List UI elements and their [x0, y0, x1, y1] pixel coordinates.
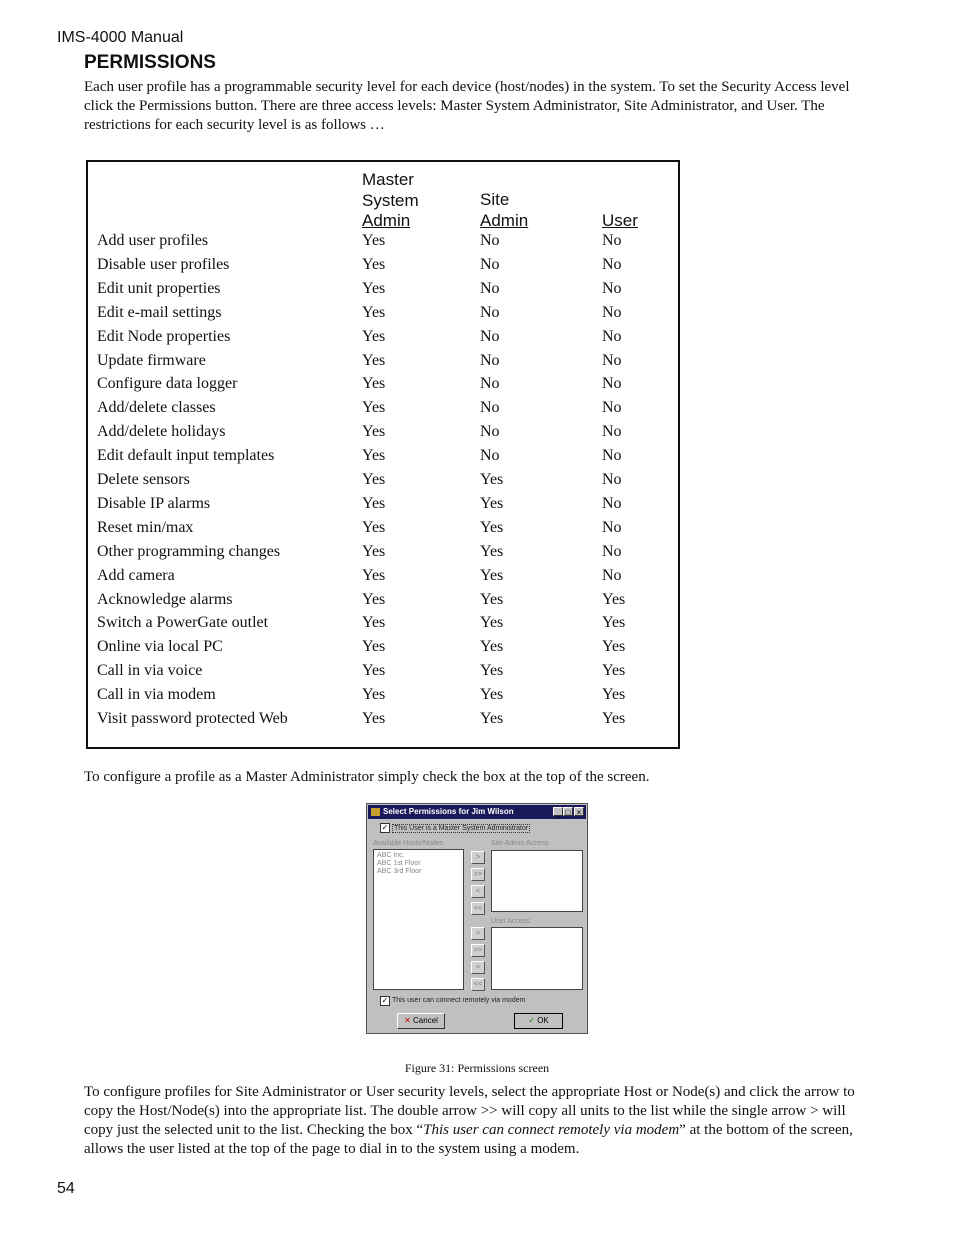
minimize-icon[interactable]: _: [553, 807, 563, 816]
cell-site: Yes: [480, 471, 504, 488]
cell-label: Reset min/max: [97, 518, 194, 536]
cell-site: No: [480, 303, 500, 321]
cell-master: Yes: [362, 590, 386, 608]
cell-user: No: [602, 494, 622, 512]
cell-user: No: [602, 399, 622, 417]
cell-site: No: [480, 351, 500, 369]
cell-master: Yes: [362, 351, 386, 369]
ok-check-icon: ✓: [528, 1016, 535, 1025]
cell-user: No: [602, 279, 622, 297]
cell-user: Yes: [602, 590, 626, 608]
section-title: PERMISSIONS: [84, 52, 216, 73]
table-row: [88, 256, 678, 280]
cancel-x-icon: ✕: [404, 1016, 411, 1025]
cell-user: Yes: [602, 686, 626, 704]
modem-checkbox-label: This user can connect remotely via modem: [392, 997, 526, 1004]
cell-site: No: [480, 327, 500, 345]
cell-site: Yes: [480, 542, 504, 560]
table-row: [88, 280, 678, 304]
permissions-dialog: [366, 803, 588, 1034]
cell-label: Call in via voice: [97, 662, 203, 680]
table-row: [88, 495, 678, 519]
cell-master: Yes: [362, 566, 386, 584]
cell-site: Yes: [480, 566, 504, 584]
cell-label: Acknowledge alarms: [97, 590, 233, 608]
available-hosts-label: Available Hosts/Nodes: [373, 840, 444, 847]
table-row: [88, 686, 678, 710]
cell-master: Yes: [362, 423, 386, 441]
cell-user: No: [602, 447, 622, 465]
cell-label: Configure data logger: [97, 375, 238, 393]
cell-user: No: [602, 351, 622, 369]
transfer-arrow-button[interactable]: <: [471, 961, 485, 974]
table-row: [88, 399, 678, 423]
cell-master: Yes: [362, 255, 386, 273]
cell-label: Add user profiles: [97, 232, 209, 249]
cell-site: Yes: [480, 710, 504, 727]
cell-user: No: [602, 566, 622, 584]
table-row: [88, 471, 678, 495]
cell-master: Yes: [362, 614, 386, 632]
cell-site: No: [480, 279, 500, 297]
cell-label: Edit unit properties: [97, 279, 221, 297]
cell-master: Yes: [362, 447, 386, 465]
site-user-config-paragraph: To configure profiles for Site Administrator or User security levels, select the appropriate Host or Node(s) and click the arrow to copy the Host/Node(s) into the appropriate list. The double arrow >> will copy all units to the list while the single arrow > will copy just the selected unit to the list. Checking the box “This user can connect remotely via modem” at the bottom of the screen, allows the user listed at the top of the page to dial in to the system using a modem.: [84, 1084, 855, 1157]
list-item[interactable]: ABC 1st Floor: [377, 860, 421, 867]
app-icon: [371, 808, 380, 816]
cell-site: No: [480, 399, 500, 417]
cell-user: No: [602, 327, 622, 345]
cell-master: Yes: [362, 232, 386, 249]
master-admin-checkbox-label: This User is a Master System Administrator: [394, 825, 529, 832]
cell-user: Yes: [602, 638, 626, 656]
cell-label: Switch a PowerGate outlet: [97, 614, 269, 632]
cell-master: Yes: [362, 542, 386, 560]
table-row: [88, 519, 678, 543]
cell-master: Yes: [362, 662, 386, 680]
table-row: [88, 638, 678, 662]
cell-user: No: [602, 542, 622, 560]
cancel-button[interactable]: ✕ Cancel: [397, 1013, 445, 1029]
transfer-arrow-button[interactable]: <: [471, 885, 485, 898]
user-access-label: User Access: [491, 918, 530, 925]
cell-label: Call in via modem: [97, 686, 216, 704]
cell-user: No: [602, 471, 622, 488]
table-row: [88, 328, 678, 352]
cell-master: Yes: [362, 375, 386, 393]
cell-master: Yes: [362, 494, 386, 512]
col-header-master: Master System Admin: [362, 170, 419, 230]
cell-site: No: [480, 255, 500, 273]
transfer-arrow-button[interactable]: >: [471, 927, 485, 940]
cell-site: Yes: [480, 662, 504, 680]
master-admin-note: To configure a profile as a Master Administrator simply check the box at the top of the screen.: [84, 769, 650, 785]
cell-site: No: [480, 232, 500, 249]
cell-user: No: [602, 232, 622, 249]
cell-user: No: [602, 375, 622, 393]
cell-user: Yes: [602, 614, 626, 632]
close-icon[interactable]: ×: [574, 807, 584, 816]
permissions-table: [86, 160, 680, 749]
table-row: [88, 543, 678, 567]
running-header: IMS-4000 Manual: [57, 29, 184, 46]
cell-label: Disable IP alarms: [97, 494, 211, 512]
cell-label: Add/delete holidays: [97, 423, 226, 441]
cell-user: No: [602, 423, 622, 441]
modem-checkbox[interactable]: ✓: [381, 996, 389, 1005]
table-row: [88, 662, 678, 686]
cell-label: Online via local PC: [97, 638, 223, 656]
site-admin-access-label: Site Admin Access: [491, 840, 549, 847]
transfer-arrow-button[interactable]: >: [471, 851, 485, 864]
cell-label: Disable user profiles: [97, 255, 230, 273]
cell-user: Yes: [602, 710, 626, 727]
table-row: [88, 232, 678, 256]
cell-site: Yes: [480, 686, 504, 704]
cell-label: Delete sensors: [97, 471, 190, 488]
cell-label: Add camera: [97, 566, 175, 584]
cell-site: Yes: [480, 494, 504, 512]
table-row: [88, 352, 678, 376]
cell-user: No: [602, 518, 622, 536]
site-admin-access-list[interactable]: [491, 850, 583, 912]
cell-master: Yes: [362, 518, 386, 536]
cell-site: No: [480, 447, 500, 465]
cell-master: Yes: [362, 638, 386, 656]
dialog-titlebar: [368, 805, 586, 819]
cell-site: No: [480, 423, 500, 441]
cell-site: Yes: [480, 638, 504, 656]
table-row: [88, 614, 678, 638]
cell-label: Add/delete classes: [97, 399, 216, 417]
table-row: [88, 567, 678, 591]
transfer-arrow-button[interactable]: <<: [471, 902, 485, 915]
cell-site: No: [480, 375, 500, 393]
page-number: 54: [57, 1180, 75, 1197]
figure-caption: Figure 31: Permissions screen: [404, 1061, 550, 1075]
cell-site: Yes: [480, 614, 504, 632]
cell-label: Update firmware: [97, 351, 206, 369]
intro-paragraph: Each user profile has a programmable security level for each device (host/nodes) in the system. To set the Security Access level click the Permissions button. There are three access levels: Master System Administrator, Site Administrator, and User. The restrictions for each security level is as follows …: [84, 79, 850, 133]
user-access-list[interactable]: [491, 927, 583, 990]
ok-button[interactable]: ✓ OK: [514, 1013, 563, 1029]
list-item[interactable]: ABC 3rd Floor: [377, 868, 422, 875]
available-hosts-list[interactable]: [373, 849, 464, 990]
table-row: [88, 375, 678, 399]
cell-label: Edit e-mail settings: [97, 303, 222, 321]
cell-master: Yes: [362, 710, 386, 727]
col-header-user: User: [602, 211, 638, 230]
cell-label: Other programming changes: [97, 542, 281, 560]
cell-label: Visit password protected Web: [97, 710, 288, 727]
table-row: [88, 423, 678, 447]
cell-user: No: [602, 303, 622, 321]
maximize-icon[interactable]: □: [563, 807, 573, 816]
cell-user: Yes: [602, 662, 626, 680]
cell-user: No: [602, 255, 622, 273]
transfer-arrow-button[interactable]: <<: [471, 978, 485, 991]
cell-master: Yes: [362, 279, 386, 297]
dialog-title: Select Permissions for Jim Wilson: [383, 807, 514, 816]
cell-site: Yes: [480, 518, 504, 536]
cell-master: Yes: [362, 471, 386, 488]
cell-label: Edit default input templates: [97, 447, 275, 465]
cell-master: Yes: [362, 303, 386, 321]
cell-master: Yes: [362, 399, 386, 417]
list-item[interactable]: ABC Inc.: [377, 852, 405, 859]
table-row: [88, 591, 678, 615]
master-admin-checkbox[interactable]: ✓: [381, 823, 389, 832]
table-row: [88, 447, 678, 471]
table-row: [88, 304, 678, 328]
col-header-site: Site Admin: [480, 190, 529, 230]
transfer-arrow-button[interactable]: >>: [471, 868, 485, 881]
transfer-arrow-button[interactable]: >>: [471, 944, 485, 957]
cell-master: Yes: [362, 327, 386, 345]
cell-label: Edit Node properties: [97, 327, 231, 345]
cell-master: Yes: [362, 686, 386, 704]
cell-site: Yes: [480, 590, 504, 608]
table-row: [88, 710, 678, 734]
